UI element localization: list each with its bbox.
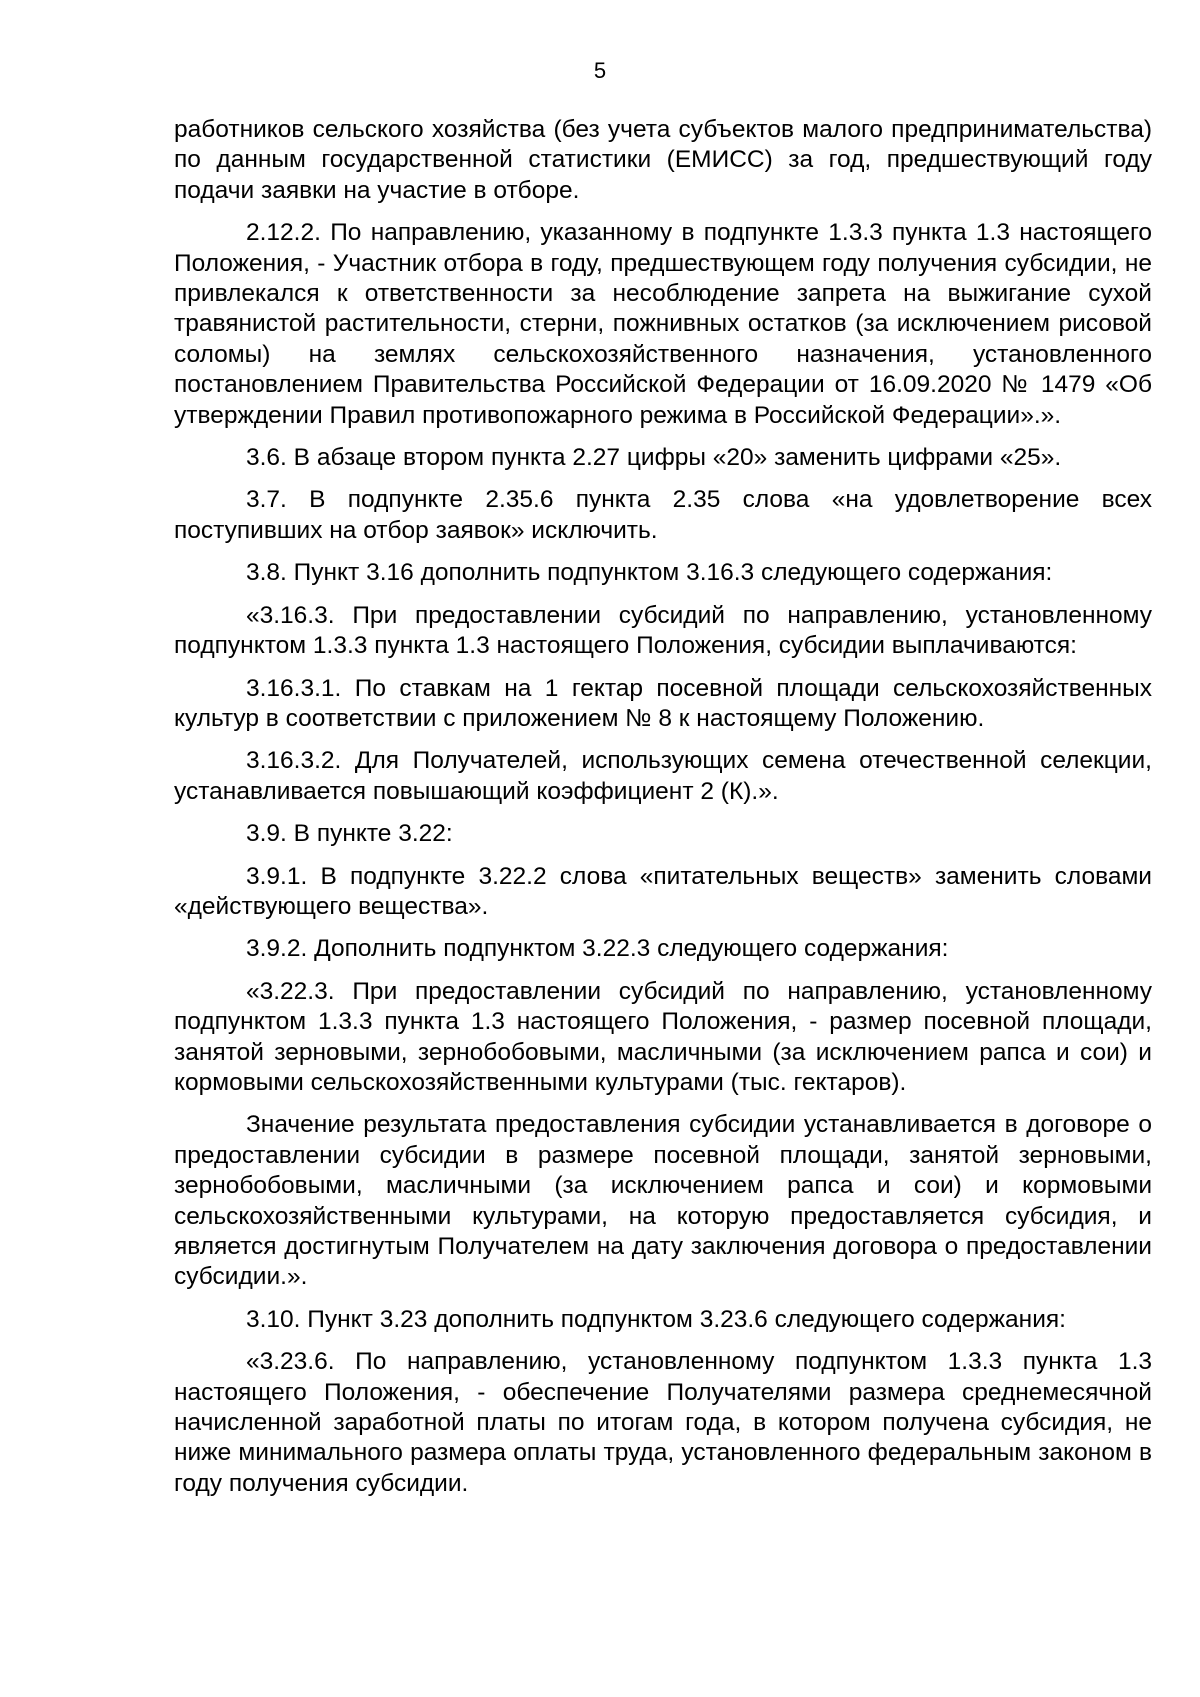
paragraph-3-9: 3.9. В пункте 3.22: [246, 820, 453, 848]
paragraph-3-16-3-2: 3.16.3.2. Для Получателей, использующих семена отечественной селекции, устанавливается повышающий коэффициент 2 (К).». [174, 747, 1152, 805]
paragraph-3-16-3: «3.16.3. При предоставлении субсидий по направлению, установленному подпунктом 1.3.3 пункта 1.3 настоящего Положения, субсидии выплачиваются: [174, 601, 1152, 660]
paragraph-3-22-3: «3.22.3. При предоставлении субсидий по направлению, установленному подпунктом 1.3.3 пункта 1.3 настоящего Положения, - размер посевной площади, занятой зерновыми, зернобобовыми, масличными (за исключением рапса и сои) и кормовыми сельскохозяйственными культурами (тыс. гектаров). [174, 977, 1152, 1096]
paragraph-3-23-6: «3.23.6. По направлению, установленному подпунктом 1.3.3 пункта 1.3 настоящего Положения, - обеспечение Получателями размера среднемесячной начисленной заработной платы по итогам года, в котором получена субсидия, не ниже минимального размера оплаты труда, установленного федеральным законом в году получения субсидии. [174, 1348, 1152, 1497]
paragraph-3-9-2: 3.9.2. Дополнить подпунктом 3.22.3 следующего содержания: [246, 935, 949, 963]
paragraph-3-16-3-1: 3.16.3.1. По ставкам на 1 гектар посевной площади сельскохозяйственных культур в соответствии с приложением № 8 к настоящему Положению. [174, 674, 1152, 732]
paragraph-3-9-1: 3.9.1. В подпункте 3.22.2 слова «питательных веществ» заменить словами «действующего вещества». [174, 862, 1152, 920]
paragraph-3-7: 3.7. В подпункте 2.35.6 пункта 2.35 слова «на удовлетворение всех поступивших на отбор заявок» исключить. [174, 486, 1152, 544]
paragraph-result-value: Значение результата предоставления субсидии устанавливается в договоре о предоставлении субсидии в размере посевной площади, занятой зерновыми, зернобобовыми, масличными (за исключением рапса и сои) и кормовыми сельскохозяйственными культурами, на которую предоставляется субсидия, и является достигнутым Получателем на дату заключения договора о предоставлении субсидии.». [174, 1111, 1152, 1291]
paragraph-3-10: 3.10. Пункт 3.23 дополнить подпунктом 3.23.6 следующего содержания: [246, 1305, 1066, 1333]
paragraph-3-6: 3.6. В абзаце втором пункта 2.27 цифры «20» заменить цифрами «25». [246, 444, 1062, 472]
paragraph-3-8: 3.8. Пункт 3.16 дополнить подпунктом 3.16.3 следующего содержания: [246, 559, 1053, 587]
document-body [174, 115, 1152, 1511]
paragraph-continuation: работников сельского хозяйства (без учета субъектов малого предпринимательства) по данным государственной статистики (ЕМИСС) за год, предшествующий году подачи заявки на участие в отборе. [174, 116, 1152, 204]
paragraph-2-12-2: 2.12.2. По направлению, указанному в подпункте 1.3.3 пункта 1.3 настоящего Положения, - Участник отбора в году, предшествующем году получения субсидии, не привлекался к ответственности за несоблюдение запрета на выжигание сухой травянистой растительности, стерни, пожнивных остатков (за исключением рисовой соломы) на землях сельскохозяйственного назначения, установленного постановлением Правительства Российской Федерации от 16.09.2020 № 1479 «Об утверждении Правил противопожарного режима в Российской Федерации».». [174, 219, 1152, 429]
page-number: 5 [593, 58, 607, 83]
